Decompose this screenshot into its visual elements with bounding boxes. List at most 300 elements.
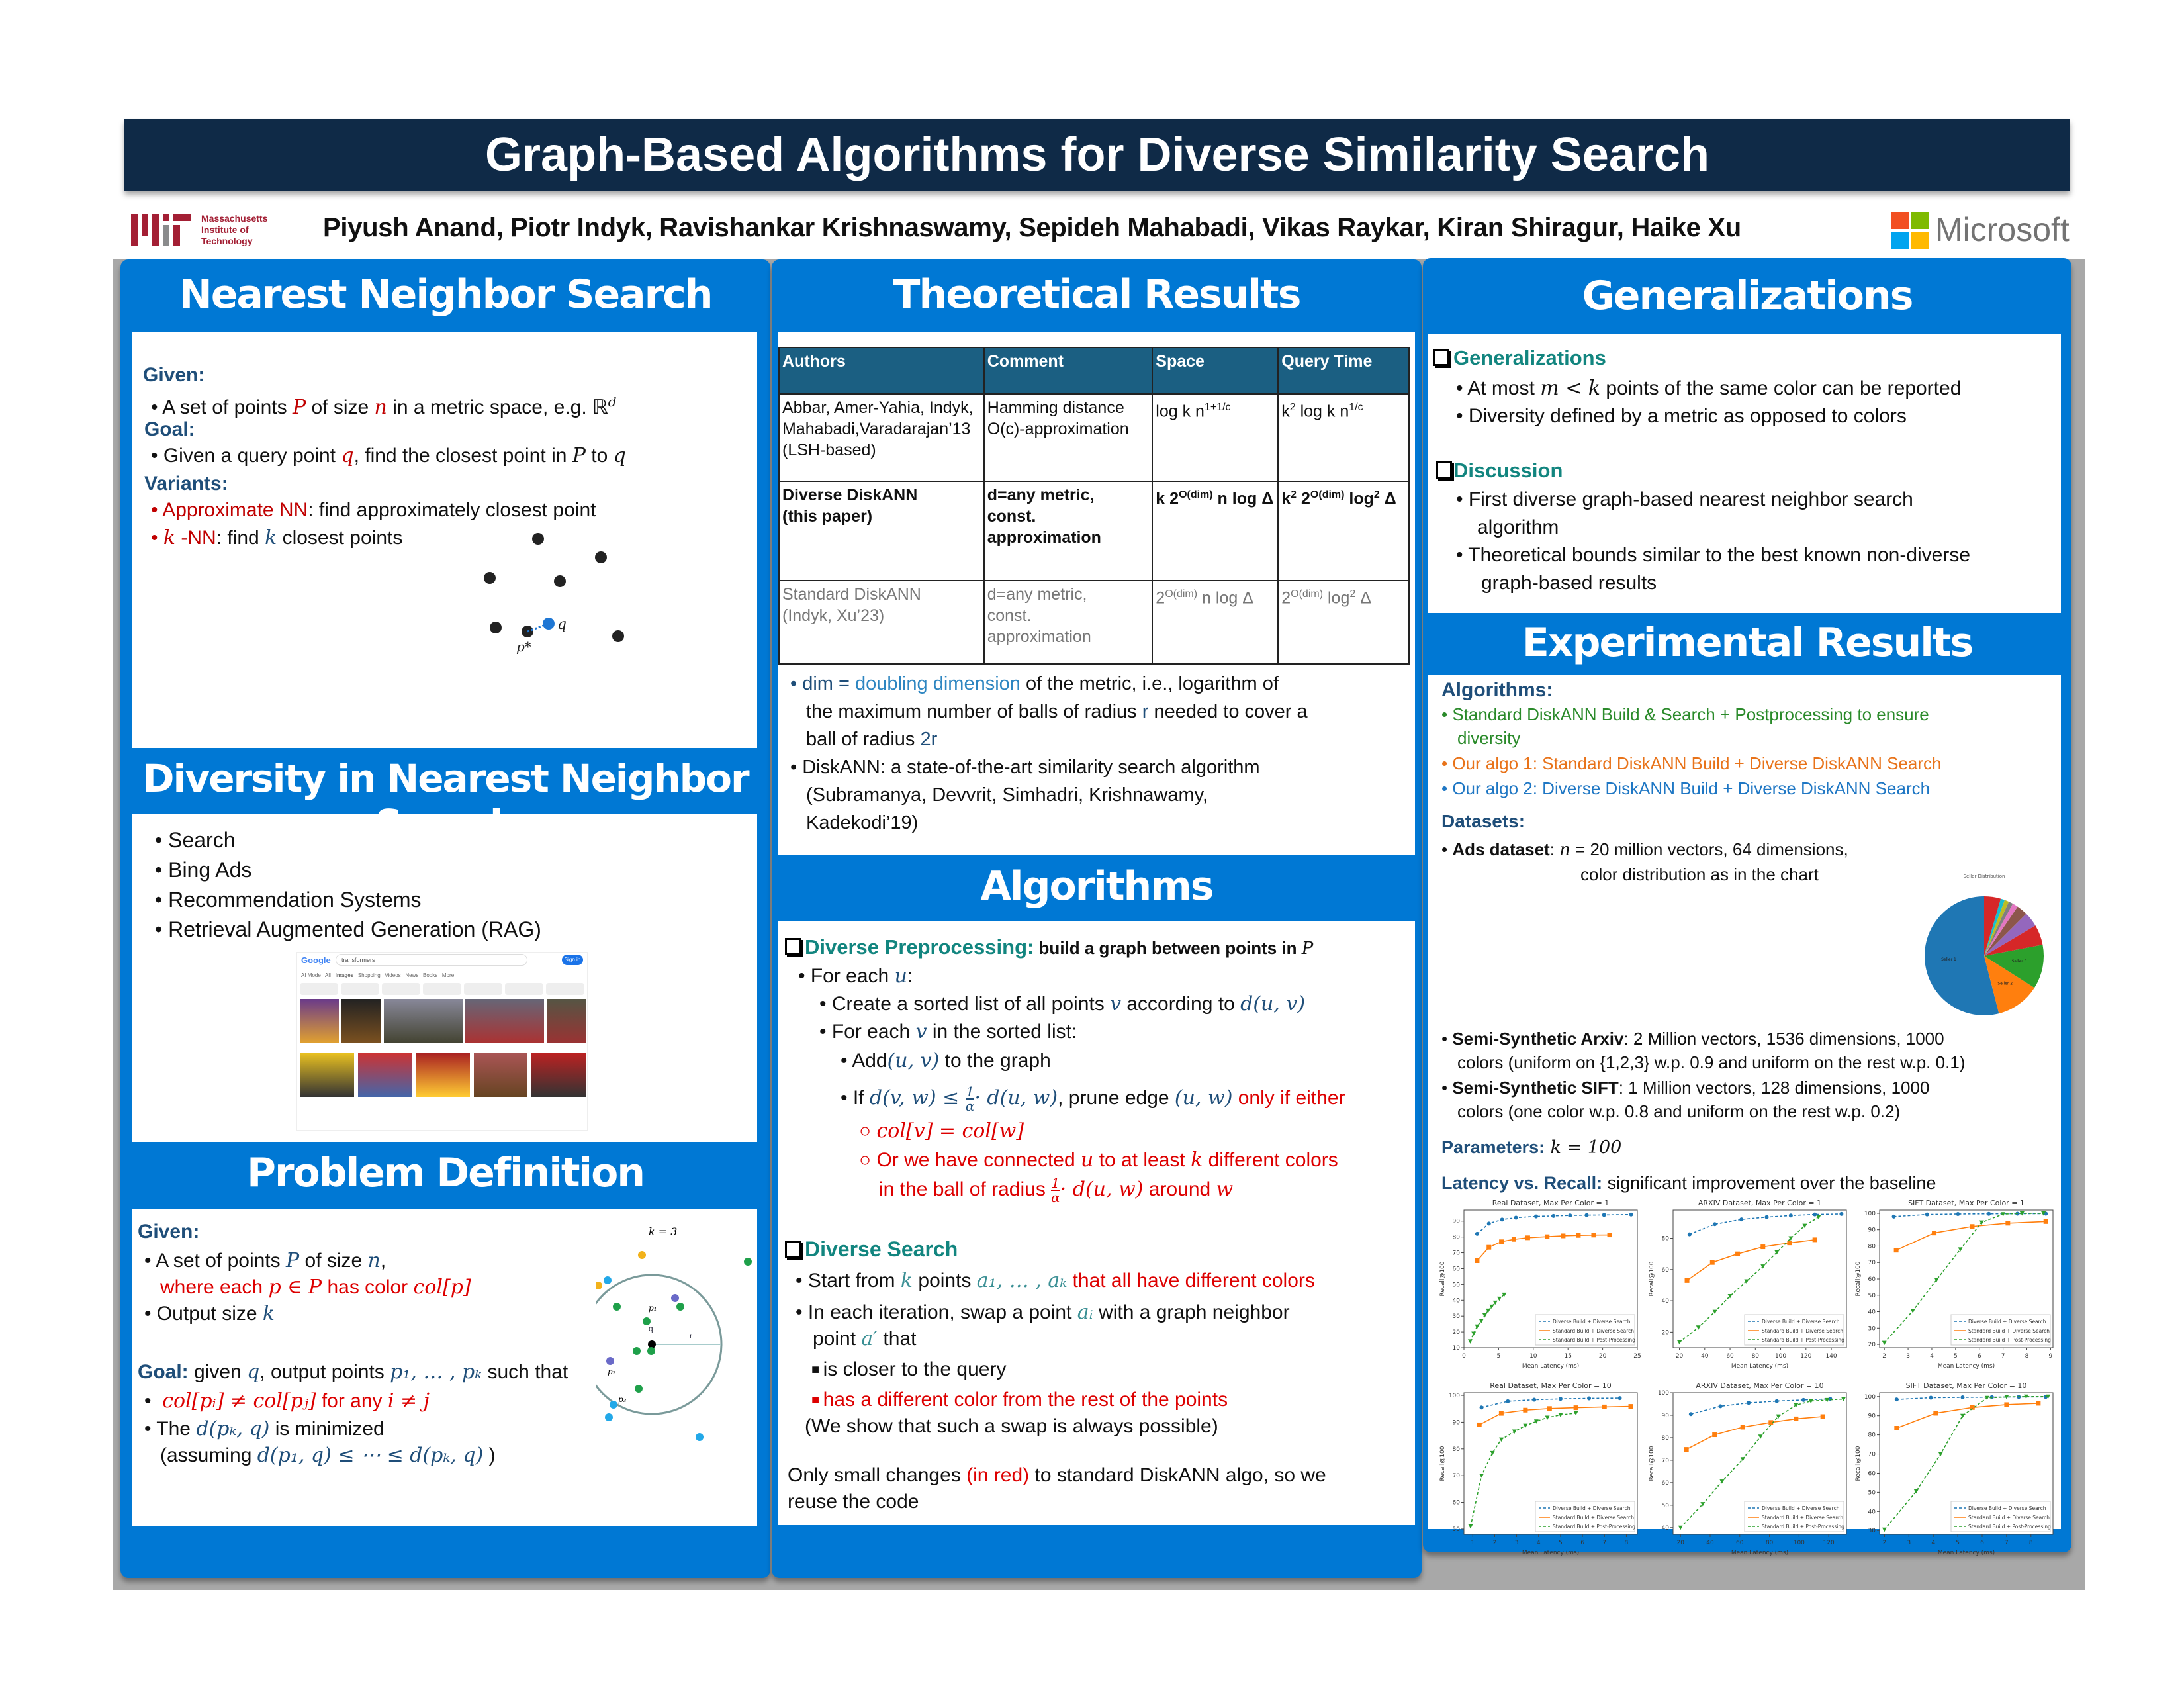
cell-space: $2^{O(dim)}$ n log Δ [1152,581,1278,664]
microsoft-logo-mark [1891,212,1929,249]
legend-label: Diverse Build + Diverse Search [1968,1319,2046,1325]
y-tick-label: 100 [1448,1393,1460,1400]
y-tick-label: 30 [1452,1313,1460,1321]
tab-shopping[interactable]: Shopping [357,972,381,978]
image-thumbnail[interactable] [300,999,339,1043]
data-point [1713,1222,1717,1226]
prep-cond-2: ○ Or we have connected u to at least k different colors [859,1149,1338,1172]
results-table [778,347,1410,665]
data-point [1684,1447,1689,1452]
y-tick-label: 90 [1868,1413,1876,1420]
data-point [1892,1215,1896,1219]
x-tick-label: 100 [1793,1540,1805,1546]
x-tick-label: 5 [1496,1353,1501,1360]
legend-label: Standard Build + Post-Processing [1968,1524,2051,1530]
nns-goal-label: Goal: [144,418,195,440]
data-point [1602,1405,1607,1409]
data-point [1960,1395,1964,1399]
filter-chips [300,983,584,995]
cell-query: $k^2$ $2^{O(dim)}$ $\log^2 \Delta$ [1278,481,1409,581]
data-point [1689,1412,1693,1416]
x-tick-label: 0 [1462,1353,1466,1360]
x-tick-label: 40 [1706,1540,1714,1546]
y-tick-label: 10 [1452,1345,1460,1352]
tab-ai-mode[interactable]: AI Mode [301,972,321,978]
y-axis-label: Recall@100 [1649,1261,1655,1297]
y-tick-label: 80 [1868,1432,1876,1439]
legend-label: Standard Build + Post-Processing [1762,1337,1844,1343]
y-tick-label: 90 [1661,1412,1669,1419]
google-logo: Google [301,955,331,965]
section-heading-experiments: Experimental Results [1522,620,1973,666]
y-tick-label: 70 [1661,1457,1669,1464]
cell-authors: Abbar, Amer-Yahia, Indyk, Mahabadi,Varadarajan’13 (LSH-based) [779,394,984,481]
diversity-item: • Search [155,826,235,854]
data-point [1574,1405,1578,1410]
image-thumbnail[interactable] [358,1053,412,1097]
x-axis-label: Mean Latency (ms) [1937,1363,1995,1370]
cell-query: $2^{O(dim)}$ $\log^2 \Delta$ [1278,581,1409,664]
x-tick-label: 4 [1931,1540,1936,1546]
y-axis-label: Recall@100 [1649,1446,1655,1481]
section-heading-generalizations: Generalizations [1582,273,1913,319]
data-point [1987,1212,1991,1216]
chart-title: SIFT Dataset, Max Per Color = 10 [1905,1382,2027,1390]
data-point [1765,1215,1769,1219]
search-step-1: • Start from k points a₁, … , aₖ that all have different colors [796,1267,1315,1295]
pie-label: Seller 2 [1997,981,2013,986]
exp-latency-recall: Latency vs. Recall: significant improvement over the baseline [1441,1173,1936,1193]
tab-videos[interactable]: Videos [385,972,401,978]
problem-cond-2b: (assuming d(p₁, q) ≤ ⋯ ≤ d(pₖ, q) ) [160,1444,496,1467]
data-point [1617,1396,1621,1400]
gen-title: Generalizations [1433,344,1606,372]
chart-sift-mpc10 [1853,1380,2058,1562]
exp-parameters: Parameters: k = 100 [1441,1137,1622,1158]
experiments-panel [1428,675,2061,1556]
disc-item-cont: algorithm [1477,516,1559,538]
tab-images[interactable]: Images [335,972,354,978]
data-point [490,622,502,633]
y-tick-label: 80 [1452,1234,1460,1241]
x-tick-label: 6 [1980,1540,1984,1546]
data-point [1813,1237,1817,1242]
y-tick-label: 90 [1452,1419,1460,1427]
microsoft-logo [1891,209,2070,252]
nns-variants-label: Variants: [144,473,228,494]
exp-dataset-sift-cont: colors (one color w.p. 0.8 and uniform on the rest w.p. 0.2) [1457,1102,1901,1121]
y-tick-label: 60 [1868,1470,1876,1477]
data-point [1789,1213,1793,1217]
mit-logo [131,213,270,250]
legend-label: Standard Build + Post-Processing [1762,1524,1844,1530]
chart-real-mpc10 [1437,1380,1643,1562]
x-tick-label: 60 [1736,1540,1744,1546]
y-axis-label: Recall@100 [1855,1261,1862,1297]
point-purple [671,1294,679,1302]
x-tick-label: 10 [1529,1353,1537,1360]
x-tick-label: 60 [1726,1353,1734,1360]
x-tick-label: 20 [1676,1540,1684,1546]
chart-title: SIFT Dataset, Max Per Color = 1 [1908,1199,2025,1207]
checkbox-icon [785,1241,801,1258]
cell-comment: d=any metric, const. approximation [984,581,1153,664]
col-header-authors: Authors [779,348,984,394]
nearest-label: p* [516,639,531,655]
data-point [1506,1399,1510,1403]
image-thumbnail[interactable] [531,1053,586,1097]
mit-line-3: Technology [201,236,253,246]
problem-goal: Goal: given q, output points p₁, … , pₖ such that [138,1360,569,1383]
x-tick-label: 100 [1774,1353,1787,1360]
gen-item: • Diversity defined by a metric as opposed to colors [1456,402,1907,430]
cell-authors: Diverse DiskANN (this paper) [779,481,984,581]
theory-note-diskann-2: (Subramanya, Devvrit, Simhadri, Krishnawamy, [806,784,1208,806]
chart-title: ARXIV Dataset, Max Per Color = 1 [1698,1199,1822,1207]
generalizations-panel [1428,334,2061,613]
mit-line-1: Massachusetts [201,213,268,224]
legend-label: Standard Build + Post-Processing [1968,1337,2051,1343]
data-point [1933,1411,1938,1415]
y-tick-label: 60 [1661,1266,1669,1274]
sign-in-button[interactable]: Sign in [562,955,583,965]
diversity-item: • Retrieval Augmented Generation (RAG) [155,915,541,943]
data-point [1801,1398,1805,1402]
x-tick-label: 25 [1633,1353,1641,1360]
point-p1 [643,1317,651,1325]
x-tick-label: 120 [1823,1540,1835,1546]
image-thumbnail[interactable] [547,999,586,1043]
legend-label: Diverse Build + Diverse Search [1762,1319,1840,1325]
x-tick-label: 7 [1602,1540,1607,1546]
y-tick-label: 70 [1868,1451,1876,1458]
y-tick-label: 70 [1868,1260,1876,1267]
x-tick-label: 3 [1514,1540,1519,1546]
x-tick-label: 4 [1536,1540,1541,1546]
y-tick-label: 40 [1452,1297,1460,1305]
y-tick-label: 100 [1864,1393,1876,1401]
point-green [633,1347,641,1355]
x-tick-label: 5 [1559,1540,1563,1546]
cell-query: $k^2$ log k $n^{1/c}$ [1278,394,1409,481]
microsoft-logo-text: Microsoft [1935,211,2070,248]
problem-diagram [596,1222,754,1487]
y-tick-label: 70 [1452,1250,1460,1257]
legend-label: Standard Build + Diverse Search [1762,1515,1844,1521]
y-tick-label: 40 [1868,1509,1876,1516]
data-point [1587,1396,1591,1400]
point-blue [604,1276,612,1284]
data-point [1475,1258,1479,1263]
x-tick-label: 2 [1882,1353,1887,1360]
problem-given-label: Given: [138,1221,200,1243]
image-thumbnail[interactable] [384,999,463,1043]
y-tick-label: 60 [1452,1499,1460,1507]
point-blue [605,1413,613,1421]
section-heading-nns: Nearest Neighbor Search [179,271,712,318]
exp-algos-label: Algorithms: [1441,679,1553,701]
y-tick-label: 20 [1868,1342,1876,1349]
image-thumbnail[interactable] [341,999,381,1043]
cell-space: k $2^{O(dim)}$ n log Δ [1152,481,1278,581]
theory-note-diskann: • DiskANN: a state-of-the-art similarity search algorithm [790,753,1260,781]
y-tick-label: 90 [1452,1218,1460,1225]
authors-row [124,199,2070,258]
y-tick-label: 100 [1864,1210,1876,1217]
disc-title: Discussion [1436,457,1563,485]
search-cond-2: ■ has a different color from the rest of the points [811,1389,1228,1411]
prep-step-4: • Add(u, v) to the graph [841,1047,1051,1075]
exp-dataset-arxiv: • Semi-Synthetic Arxiv: 2 Million vectors, 1536 dimensions, 1000 [1441,1029,1944,1049]
theory-note-dim: • dim = doubling dimension of the metric, i.e., logarithm of [790,673,1279,694]
data-point [1532,1397,1536,1401]
data-point [1576,1233,1580,1238]
point-blue [696,1433,704,1441]
search-results-screenshot [296,952,588,1131]
x-tick-label: 120 [1800,1353,1812,1360]
data-point [1545,1235,1549,1239]
data-point [1895,1397,1899,1401]
search-step-2: • In each iteration, swap a point aᵢ with a graph neighbor [796,1299,1290,1327]
seller-distribution-pie [1918,868,2050,1021]
data-point [1475,1232,1479,1236]
table-row [779,581,1409,664]
point-yellow [596,1282,602,1289]
data-point [1932,1231,1936,1235]
legend-label: Standard Build + Diverse Search [1968,1328,2050,1334]
chart-sift-mpc1 [1853,1197,2058,1376]
nns-point-diagram [424,531,728,736]
data-point [1568,1213,1572,1217]
x-tick-label: 15 [1564,1353,1572,1360]
data-point [1813,1213,1817,1217]
data-point [1559,1397,1563,1401]
disc-item-cont: graph-based results [1481,572,1657,594]
x-tick-label: 80 [1751,1353,1760,1360]
cell-comment: d=any metric, const. approximation [984,481,1153,581]
data-point [1591,1233,1596,1237]
y-tick-label: 80 [1868,1243,1876,1250]
data-point [2044,1219,2048,1224]
data-point [554,575,566,587]
problem-cond-2: • The d(pₖ, q) is minimized [144,1415,385,1443]
x-tick-label: 4 [1930,1353,1934,1360]
nns-given-text: • A set of points P of size n in a metric space, e.g. ℝ$^d$ [151,388,617,422]
mit-logo-text [201,213,267,247]
x-tick-label: 80 [1765,1540,1774,1546]
image-thumbnail[interactable] [465,999,544,1043]
data-point [1480,1405,1484,1409]
radius-label: r [690,1331,692,1340]
disc-item: • First diverse graph-based nearest neighbor search [1456,486,1913,514]
data-point [1512,1237,1516,1242]
data-point [1685,1278,1690,1283]
data-point [484,572,496,584]
x-tick-label: 6 [1977,1353,1981,1360]
exp-dataset-sift: • Semi-Synthetic SIFT: 1 Million vectors, 128 dimensions, 1000 [1441,1078,1930,1098]
data-point [595,551,607,563]
exp-dataset-arxiv-cont: colors (uniform on {1,2,3} w.p. 0.9 and uniform on the rest w.p. 0.1) [1457,1053,1966,1072]
data-point [1719,1404,1723,1408]
data-point [1747,1401,1751,1405]
y-axis-label: Recall@100 [1439,1261,1446,1297]
image-thumbnail[interactable] [474,1053,528,1097]
y-tick-label: 60 [1661,1479,1669,1487]
x-tick-label: 8 [2025,1353,2029,1360]
section-heading-problem: Problem Definition [246,1150,645,1196]
data-point [1500,1217,1504,1221]
search-tabs [301,972,454,978]
chart-real-mpc1 [1437,1197,1643,1376]
prep-cond-1: ○ col[v] = col[w] [859,1119,1024,1143]
x-tick-label: 20 [1675,1353,1684,1360]
search-title: Diverse Search [785,1235,958,1263]
data-point [1499,1411,1504,1416]
data-point [1486,1245,1491,1250]
author-list: Piyush Anand, Piotr Indyk, Ravishankar Krishnaswamy, Sepideh Mahabadi, Vikas Raykar, Kiran Shiragur, Haike Xu [323,213,1741,242]
theory-note-diskann-3: Kadekodi’19) [806,812,919,833]
data-point [612,630,624,642]
column-left [120,259,770,1578]
image-thumbnail[interactable] [416,1053,470,1097]
search-step-2b: point a′ that [813,1327,917,1350]
x-tick-label: 6 [1580,1540,1584,1546]
image-row-2 [300,1053,586,1097]
y-tick-label: 20 [1452,1329,1460,1336]
point-green [647,1347,655,1355]
checkbox-icon [785,938,801,955]
prep-step-5: • If d(v, w) ≤ $\frac{1}{\alpha}$ · d(u, w), prune edge (u, w) only if either [841,1084,1345,1115]
y-tick-label: 40 [1661,1524,1669,1532]
tab-books[interactable]: Books [423,972,438,978]
x-tick-label: 8 [2028,1540,2033,1546]
p3-label: p₃ [618,1395,627,1404]
image-row-1 [300,999,586,1043]
query-label: q [557,616,567,633]
data-point [1894,1426,1899,1430]
tab-news[interactable]: News [405,972,419,978]
data-point [1794,1417,1798,1421]
image-thumbnail[interactable] [300,1053,354,1097]
data-point [1712,1432,1717,1437]
data-point [1487,1221,1491,1225]
prep-step-1: • For each u: [798,962,913,990]
data-point [1499,1239,1504,1244]
cell-authors: Standard DiskANN (Indyk, Xu’23) [779,581,984,664]
y-tick-label: 20 [1661,1329,1669,1336]
data-point [1688,1233,1692,1237]
diversity-item: • Bing Ads [155,856,251,884]
point-yellow [638,1251,646,1259]
data-point [1760,1244,1765,1249]
col-header-space: Space [1152,348,1278,394]
chart-title: Real Dataset, Max Per Color = 1 [1492,1199,1610,1207]
y-tick-label: 80 [1661,1235,1669,1243]
tab-all[interactable]: All [325,972,331,978]
y-tick-label: 50 [1868,1292,1876,1299]
y-tick-label: 50 [1661,1502,1669,1509]
legend-label: Standard Build + Diverse Search [1968,1515,2050,1521]
checkbox-icon [1436,461,1452,479]
legend-label: Standard Build + Diverse Search [1762,1328,1844,1334]
legend-label: Diverse Build + Diverse Search [1762,1505,1840,1511]
problem-panel [132,1209,757,1526]
data-point [1608,1233,1612,1237]
x-tick-label: 40 [1701,1353,1709,1360]
tab-more[interactable]: More [441,972,455,978]
cell-space: log k $n^{1+1/c}$ [1152,394,1278,481]
x-tick-label: 140 [1825,1353,1837,1360]
data-point [1741,1425,1745,1429]
data-point [1629,1404,1633,1409]
data-point [1710,1260,1715,1265]
search-note: (We show that such a swap is always possible) [805,1415,1218,1437]
diversity-panel [132,814,757,1142]
y-axis-label: Recall@100 [1855,1446,1862,1481]
data-point [1602,1213,1606,1217]
x-tick-label: 8 [1624,1540,1629,1546]
y-tick-label: 100 [1657,1390,1669,1397]
problem-given-2: • Output size k [144,1300,275,1328]
x-tick-label: 2 [1882,1540,1887,1546]
exp-datasets-label: Datasets: [1441,811,1525,831]
data-point [1735,1252,1740,1256]
x-tick-label: 1 [1471,1540,1475,1546]
col-header-query-time: Query Time [1278,348,1409,394]
nns-given-label: Given: [143,364,205,386]
prep-step-3: • For each v in the sorted list: [819,1018,1077,1046]
problem-given-1b: where each p ∈ P has color col[p] [160,1276,471,1299]
data-point [1894,1248,1899,1252]
x-tick-label: 2 [1492,1540,1497,1546]
exp-algo-baseline-cont: diversity [1457,728,1521,748]
data-point [1970,1224,1974,1229]
data-point [1514,1215,1518,1219]
y-tick-label: 50 [1868,1489,1876,1497]
theory-panel [778,332,1415,855]
legend-label: Standard Build + Diverse Search [1553,1515,1635,1521]
x-axis-label: Mean Latency (ms) [1522,1550,1580,1556]
q-label: q [649,1324,653,1333]
algorithms-panel [778,921,1415,1525]
search-box[interactable]: transformers [336,954,527,966]
mit-logo-mark [131,214,191,246]
data-point [1525,1235,1530,1240]
legend-label: Standard Build + Post-Processing [1553,1337,1635,1343]
x-tick-label: 7 [2005,1540,2009,1546]
column-right [1423,258,2071,1556]
y-tick-label: 40 [1868,1309,1876,1316]
col-header-comment: Comment [984,348,1153,394]
column-middle [772,259,1422,1578]
pie-label: Seller 3 [2011,959,2027,964]
algorithms-footer-2: reuse the code [788,1491,919,1513]
data-point [1739,1217,1743,1221]
data-point [2036,1401,2040,1405]
nns-panel [132,332,757,748]
table-row [779,481,1409,581]
exp-algo-baseline: • Standard DiskANN Build & Search + Postprocessing to ensure [1441,704,1929,724]
cell-comment: Hamming distance O(c)-approximation [984,394,1153,481]
prep-step-2: • Create a sorted list of all points v according to d(u, v) [819,990,1305,1018]
query-point [543,618,555,630]
y-axis-label: Recall@100 [1439,1446,1446,1481]
data-point [1547,1406,1552,1411]
poster-title: Graph-Based Algorithms for Diverse Similarity Search [124,119,2070,191]
y-tick-label: 60 [1868,1276,1876,1283]
chart-arxiv-mpc1 [1647,1197,1852,1376]
table-header-row [779,348,1409,394]
